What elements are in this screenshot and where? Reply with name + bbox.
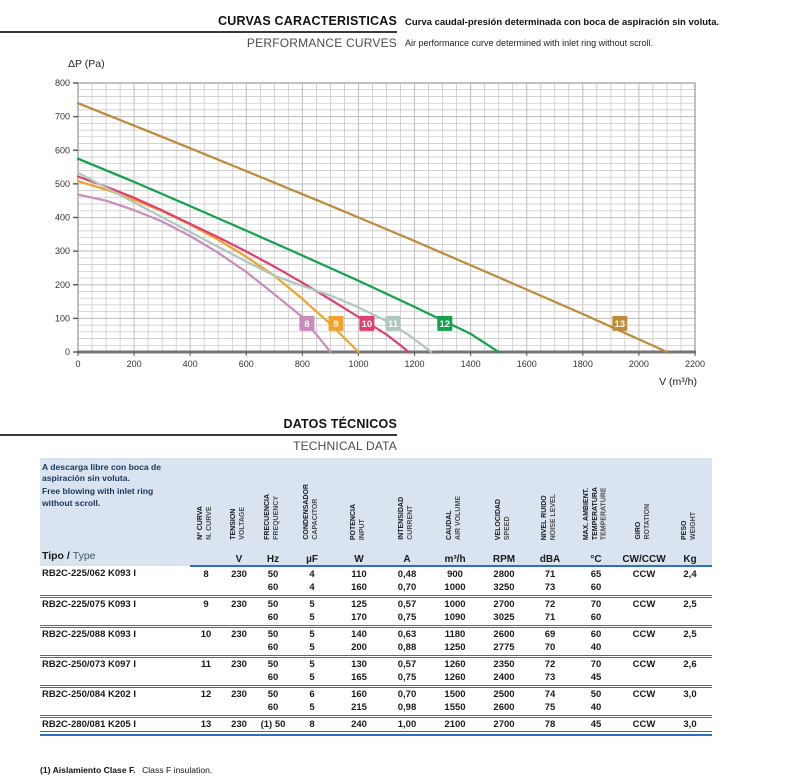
- cell-voltage: [222, 701, 256, 716]
- table-intro-en: Free blowing with inlet ring without scroll.: [42, 486, 154, 508]
- column-header-max-ambient-: [572, 458, 620, 547]
- cell-temp: 45: [590, 672, 602, 684]
- cell-frequency: 60: [267, 702, 279, 714]
- cell-current: 0,98: [397, 702, 417, 714]
- cell-curve: [190, 701, 222, 716]
- column-header-velocidad: [480, 458, 528, 547]
- cell-model: RB2C-280/081 K205 I: [40, 716, 190, 731]
- cell-model: RB2C-250/084 K202 I: [40, 686, 190, 701]
- column-header-es-line: CAUDAL: [446, 510, 454, 540]
- cell-capacitor: 5: [309, 642, 315, 654]
- cell-voltage: 230: [222, 656, 256, 671]
- cell-curve: 11: [190, 656, 222, 671]
- cell-rotation: CCW: [620, 626, 668, 641]
- cell-current: 0,75: [397, 612, 417, 624]
- cell-rotation: [620, 581, 668, 596]
- curves-desc-es: Curva caudal-presión determinada con boca de aspiración sin voluta.: [405, 17, 720, 28]
- cell-noise: 72: [528, 656, 572, 671]
- column-header-peso: [668, 458, 712, 547]
- cell-noise: 71: [544, 568, 556, 580]
- cell-speed: 2600: [493, 702, 515, 714]
- cell-voltage: 230: [222, 716, 256, 731]
- x-tick-label: 400: [182, 359, 198, 369]
- cell-rotation: [620, 701, 668, 716]
- cell-frequency: 50: [256, 686, 290, 701]
- cell-current: 0,88: [397, 642, 417, 654]
- column-header-nivel-ruido: [528, 458, 572, 547]
- table-row: [40, 566, 712, 581]
- column-unit: m³/h: [430, 547, 480, 566]
- cell-curve: [190, 581, 222, 596]
- cell-power: 160: [334, 686, 384, 701]
- column-unit: RPM: [480, 547, 528, 566]
- cell-curve: [190, 641, 222, 656]
- y-tick-label: 100: [54, 313, 70, 324]
- cell-weight: [668, 701, 712, 716]
- cell-speed: 2400: [493, 672, 515, 684]
- cell-capacitor: 8: [290, 716, 334, 731]
- x-tick-label: 1400: [460, 359, 481, 369]
- cell-capacitor: 5: [309, 702, 315, 714]
- cell-airflow: 1000: [430, 596, 480, 611]
- cell-speed: 3250: [493, 582, 515, 594]
- column-header-en-line: CAPACITOR: [312, 499, 319, 540]
- column-header-es-line: POTENCIA: [350, 503, 358, 540]
- column-header-giro: [620, 458, 668, 547]
- cell-airflow: 900: [447, 568, 463, 580]
- column-unit: CW/CCW: [620, 547, 668, 566]
- curves-title-es: CURVAS CARACTERISTICAS: [218, 14, 397, 28]
- y-tick-label: 400: [54, 212, 70, 223]
- cell-rotation: [620, 671, 668, 686]
- technical-data-table: [40, 458, 712, 732]
- cell-noise: 69: [528, 626, 572, 641]
- cell-voltage: 230: [222, 686, 256, 701]
- cell-capacitor: 4: [309, 582, 315, 594]
- cell-model: [40, 641, 190, 656]
- x-tick-label: 1600: [516, 359, 537, 369]
- cell-capacitor: 5: [309, 612, 315, 624]
- cell-speed: 2700: [480, 596, 528, 611]
- column-header-en-line: AIR VOLUME: [455, 496, 462, 540]
- cell-rotation: [620, 641, 668, 656]
- column-header-es-line: PESO: [681, 520, 689, 540]
- table-intro-cell: [40, 458, 190, 566]
- cell-temp: 50: [572, 686, 620, 701]
- column-header-tension: [222, 458, 256, 547]
- x-tick-label: 2000: [628, 359, 649, 369]
- cell-temp: 70: [572, 656, 620, 671]
- cell-speed: 3025: [493, 612, 515, 624]
- cell-frequency: 60: [267, 642, 279, 654]
- cell-temp: 60: [572, 626, 620, 641]
- cell-weight: 2,6: [668, 656, 712, 671]
- column-header-en-line: SPEED: [504, 516, 511, 540]
- column-header-n-curva: [190, 458, 222, 547]
- cell-curve: 13: [190, 716, 222, 731]
- cell-capacitor: 6: [290, 686, 334, 701]
- techdata-title-en: TECHNICAL DATA: [293, 439, 397, 453]
- column-header-en-line: INPUT: [359, 519, 366, 540]
- cell-noise: 75: [544, 702, 556, 714]
- column-unit: [190, 547, 222, 566]
- cell-power: 170: [351, 612, 367, 624]
- x-tick-label: 200: [126, 359, 142, 369]
- cell-airflow: 2100: [430, 716, 480, 731]
- cell-airflow: 1090: [444, 612, 466, 624]
- cell-rotation: CCW: [620, 596, 668, 611]
- cell-rotation: CCW: [620, 656, 668, 671]
- cell-curve: 12: [190, 686, 222, 701]
- y-tick-label: 200: [54, 279, 70, 290]
- cell-power: 160: [351, 582, 367, 594]
- curves-desc-en: Air performance curve determined with inlet ring without scroll.: [405, 38, 654, 48]
- cell-rotation: CCW: [620, 686, 668, 701]
- y-tick-label: 0: [64, 347, 70, 357]
- x-tick-label: 1800: [572, 359, 593, 369]
- curves-description: [405, 17, 783, 48]
- cell-capacitor: 5: [290, 656, 334, 671]
- cell-power: 240: [334, 716, 384, 731]
- cell-weight: [668, 581, 712, 596]
- cell-frequency: 60: [267, 612, 279, 624]
- cell-noise: 73: [544, 582, 556, 594]
- cell-temp: 40: [590, 702, 602, 714]
- cell-weight: 2,4: [683, 568, 697, 580]
- technical-data-table-wrap: [40, 458, 712, 736]
- cell-power: 110: [351, 568, 367, 580]
- table-row: [40, 701, 712, 716]
- x-tick-label: 1200: [404, 359, 425, 369]
- curve-label-8: 8: [304, 318, 310, 330]
- cell-airflow: 1500: [430, 686, 480, 701]
- cell-power: 130: [334, 656, 384, 671]
- cell-current: 0,70: [397, 582, 417, 594]
- column-header-es-line: TEMPERATURA: [591, 486, 599, 540]
- column-unit: Hz: [256, 547, 290, 566]
- cell-voltage: 230: [222, 596, 256, 611]
- curve-label-12: 12: [439, 318, 451, 330]
- table-row: [40, 656, 712, 671]
- table-intro-es: A descarga libre con boca de aspiración sin voluta.: [42, 462, 162, 484]
- cell-capacitor: 4: [309, 568, 315, 580]
- table-row: [40, 716, 712, 731]
- curves-title-en: PERFORMANCE CURVES: [246, 36, 397, 50]
- column-unit: °C: [572, 547, 620, 566]
- cell-temp: 60: [590, 582, 602, 594]
- cell-voltage: [222, 641, 256, 656]
- cell-noise: 73: [544, 672, 556, 684]
- table-row: [40, 626, 712, 641]
- cell-voltage: [222, 611, 256, 626]
- cell-curve: [190, 671, 222, 686]
- cell-voltage: [222, 581, 256, 596]
- cell-rotation: CCW: [620, 716, 668, 731]
- cell-power: 165: [351, 672, 367, 684]
- x-axis-title: V (m³/h): [659, 376, 697, 388]
- curve-label-13: 13: [614, 318, 626, 330]
- column-header-es-line: VELOCIDAD: [495, 498, 503, 540]
- performance-chart: [30, 56, 730, 388]
- cell-model: [40, 581, 190, 596]
- table-row: [40, 686, 712, 701]
- column-header-en-line: ROTATION: [644, 504, 651, 540]
- curve-label-10: 10: [361, 318, 373, 330]
- column-header-es-line: GIRO: [635, 522, 643, 540]
- cell-frequency: 50: [256, 626, 290, 641]
- cell-speed: 2350: [480, 656, 528, 671]
- column-header-potencia: [334, 458, 384, 547]
- cell-power: 215: [351, 702, 367, 714]
- cell-airflow: 1250: [444, 642, 466, 654]
- cell-voltage: 230: [231, 568, 247, 580]
- cell-weight: [668, 641, 712, 656]
- cell-current: 0,75: [397, 672, 417, 684]
- column-header-caudal: [430, 458, 480, 547]
- y-axis-title: ΔP (Pa): [68, 58, 105, 70]
- footnote-en: Class F insulation.: [142, 765, 213, 775]
- column-header-en-line: WEIGHT: [690, 512, 697, 540]
- column-unit: Kg: [668, 547, 712, 566]
- cell-frequency: 50: [267, 568, 279, 580]
- column-header-intensidad: [384, 458, 430, 547]
- column-header-es-line: MAX. AMBIENT.: [582, 487, 590, 540]
- y-tick-label: 500: [54, 178, 70, 189]
- column-header-en-line: CURRENT: [407, 505, 414, 540]
- column-unit: V: [222, 547, 256, 566]
- cell-temp: 65: [590, 568, 602, 580]
- footnote: [40, 765, 212, 775]
- cell-model: RB2C-225/088 K093 I: [40, 626, 190, 641]
- cell-noise: 71: [544, 612, 556, 624]
- cell-power: 125: [334, 596, 384, 611]
- column-header-frecuencia: [256, 458, 290, 547]
- cell-capacitor: 5: [290, 596, 334, 611]
- cell-weight: 3,0: [668, 686, 712, 701]
- cell-temp: 45: [572, 716, 620, 731]
- column-header-en-line: VOLTAGE: [239, 507, 246, 540]
- cell-power: 140: [334, 626, 384, 641]
- column-header-en-line: FREQUENCY: [273, 496, 280, 540]
- cell-weight: 3,0: [668, 716, 712, 731]
- cell-voltage: [222, 671, 256, 686]
- cell-noise: 74: [528, 686, 572, 701]
- column-header-es-line: NIVEL RUIDO: [541, 495, 549, 540]
- cell-airflow: 1180: [430, 626, 480, 641]
- cell-power: 200: [351, 642, 367, 654]
- y-tick-label: 800: [54, 78, 70, 88]
- cell-frequency: 50: [256, 596, 290, 611]
- cell-model: [40, 671, 190, 686]
- cell-rotation: [620, 611, 668, 626]
- cell-speed: 2700: [480, 716, 528, 731]
- cell-noise: 70: [544, 642, 556, 654]
- cell-model: [40, 611, 190, 626]
- tipo-type-label: Tipo / Type: [42, 550, 96, 562]
- cell-airflow: 1260: [430, 656, 480, 671]
- cell-airflow: 1550: [444, 702, 466, 714]
- column-header-condensador: [290, 458, 334, 547]
- cell-capacitor: 5: [309, 672, 315, 684]
- y-tick-label: 300: [54, 246, 70, 257]
- x-tick-label: 1000: [348, 359, 369, 369]
- cell-frequency: 60: [267, 582, 279, 594]
- column-header-es-line: Nº CURVA: [197, 506, 205, 540]
- column-header-en-line: TEMPERATURE: [600, 487, 608, 540]
- cell-weight: [668, 671, 712, 686]
- table-row: [40, 641, 712, 656]
- cell-model: RB2C-225/075 K093 I: [40, 596, 190, 611]
- cell-frequency: (1) 50: [256, 716, 290, 731]
- cell-speed: 2500: [480, 686, 528, 701]
- column-unit: A: [384, 547, 430, 566]
- cell-curve: 9: [190, 596, 222, 611]
- cell-current: 0,70: [384, 686, 430, 701]
- cell-current: 0,57: [384, 656, 430, 671]
- curve-label-9: 9: [333, 318, 339, 330]
- cell-curve: 8: [203, 568, 209, 580]
- cell-current: 1,00: [384, 716, 430, 731]
- cell-temp: 70: [572, 596, 620, 611]
- table-row: [40, 671, 712, 686]
- table-row: [40, 611, 712, 626]
- techdata-section-heading: [0, 417, 397, 453]
- cell-weight: [668, 611, 712, 626]
- cell-noise: 72: [528, 596, 572, 611]
- cell-weight: 2,5: [668, 626, 712, 641]
- cell-airflow: 1260: [444, 672, 466, 684]
- column-header-es-line: TENSION: [230, 508, 238, 540]
- cell-temp: 60: [590, 612, 602, 624]
- cell-frequency: 60: [267, 672, 279, 684]
- column-header-es-line: INTENSIDAD: [398, 497, 406, 540]
- cell-weight: 2,5: [668, 596, 712, 611]
- x-tick-label: 0: [75, 359, 81, 369]
- cell-speed: 2775: [493, 642, 515, 654]
- cell-current: 0,57: [384, 596, 430, 611]
- cell-rotation: CCW: [632, 568, 656, 580]
- curves-section-heading: [0, 14, 397, 50]
- cell-model: [40, 701, 190, 716]
- column-header-es-line: FRECUENCIA: [264, 494, 272, 540]
- x-tick-label: 800: [294, 359, 310, 369]
- column-unit: µF: [290, 547, 334, 566]
- cell-capacitor: 5: [290, 626, 334, 641]
- x-tick-label: 2200: [684, 359, 706, 369]
- cell-current: 0,63: [384, 626, 430, 641]
- table-row: [40, 581, 712, 596]
- techdata-title-es: DATOS TÉCNICOS: [283, 417, 397, 431]
- cell-speed: 2600: [480, 626, 528, 641]
- table-row: [40, 596, 712, 611]
- cell-curve: 10: [190, 626, 222, 641]
- y-tick-label: 600: [54, 145, 70, 156]
- cell-speed: 2800: [493, 568, 515, 580]
- column-header-es-line: CONDENSADOR: [303, 484, 311, 540]
- cell-airflow: 1000: [444, 582, 466, 594]
- cell-temp: 40: [590, 642, 602, 654]
- cell-model: RB2C-250/073 K097 I: [40, 656, 190, 671]
- y-tick-label: 700: [54, 111, 70, 122]
- cell-voltage: 230: [222, 626, 256, 641]
- column-unit: W: [334, 547, 384, 566]
- x-tick-label: 600: [238, 359, 254, 369]
- cell-frequency: 50: [256, 656, 290, 671]
- column-header-en-line: N. CURVE: [206, 506, 213, 540]
- column-header-en-line: NOISE LEVEL: [550, 493, 557, 540]
- column-unit: dBA: [528, 547, 572, 566]
- cell-model: RB2C-225/062 K093 I: [42, 568, 136, 579]
- cell-curve: [190, 611, 222, 626]
- cell-current: 0,48: [397, 568, 417, 580]
- table-bottom-rule: [40, 734, 712, 736]
- curve-label-11: 11: [387, 318, 399, 330]
- footnote-es: (1) Aislamiento Clase F.: [40, 765, 136, 775]
- cell-noise: 78: [528, 716, 572, 731]
